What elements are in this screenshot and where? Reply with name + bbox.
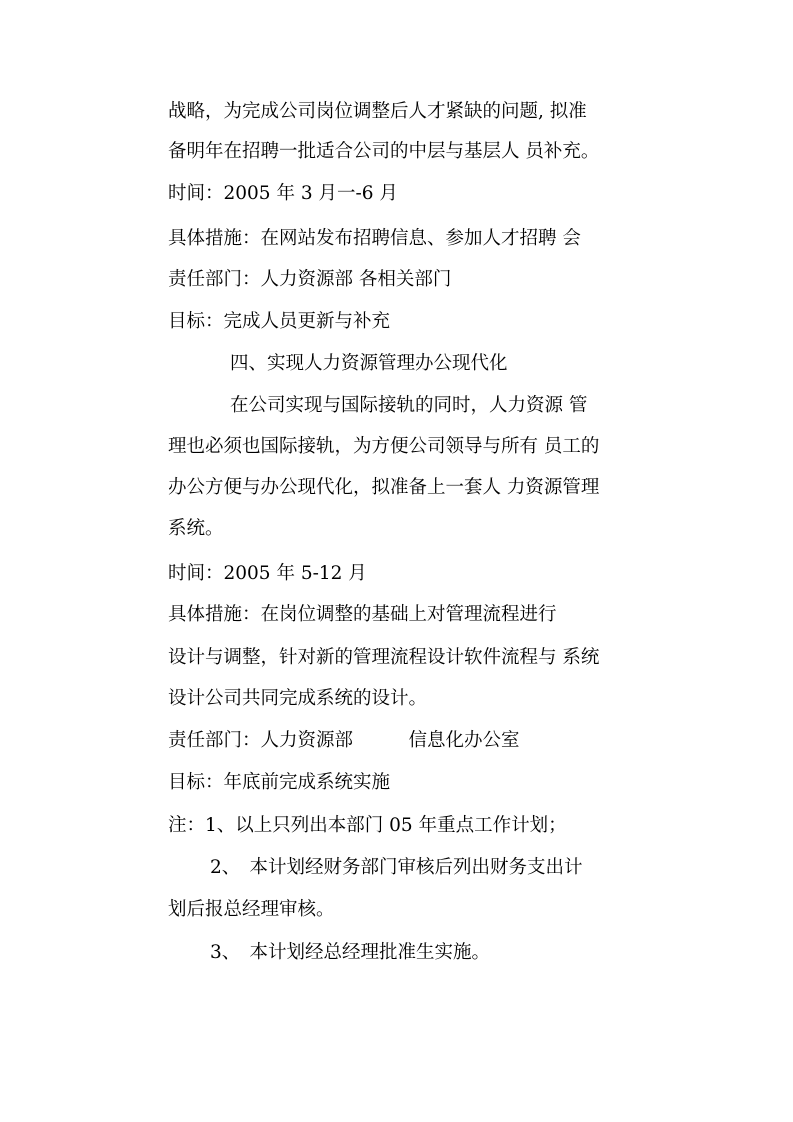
text-line: 系统。 xyxy=(168,518,224,539)
text-line: 设计公司共同完成系统的设计。 xyxy=(168,688,428,709)
text-line: 目标：年底前完成系统实施 xyxy=(168,772,391,793)
text-line: 时间：2005 年 3 月一-6 月 xyxy=(168,183,398,204)
text-line: 目标：完成人员更新与补充 xyxy=(168,311,391,332)
text-line: 具体措施：在岗位调整的基础上对管理流程进行 xyxy=(168,604,557,625)
note-line: 划后报总经理审核。 xyxy=(168,899,335,920)
section-heading: 四、实现人力资源管理办公现代化 xyxy=(230,353,508,374)
text-line: 备明年在招聘一批适合公司的中层与基层人 员补充。 xyxy=(168,141,600,162)
text-line: 在公司实现与国际接轨的同时，人力资源 管 xyxy=(230,395,588,416)
text-line: 具体措施：在网站发布招聘信息、参加人才招聘 会 xyxy=(168,228,581,249)
text-line: 战略，为完成公司岗位调整后人才紧缺的问题, 拟准 xyxy=(168,101,587,122)
text-line: 责任部门：人力资源部 各相关部门 xyxy=(168,269,452,290)
text-line: 责任部门：人力资源部 信息化办公室 xyxy=(168,730,520,751)
note-line: 2、 本计划经财务部门审核后列出财务支出计 xyxy=(210,857,583,878)
text-line: 设计与调整，针对新的管理流程设计软件流程与 系统 xyxy=(168,647,600,668)
note-line: 注：1、以上只列出本部门 05 年重点工作计划； xyxy=(168,815,567,836)
note-line: 3、 本计划经总经理批准生实施。 xyxy=(210,942,491,963)
text-line: 办公方便与办公现代化，拟准备上一套人 力资源管理 xyxy=(168,477,600,498)
text-line: 理也必须也国际接轨，为方便公司领导与所有 员工的 xyxy=(168,436,600,457)
text-line: 时间：2005 年 5-12 月 xyxy=(168,563,367,584)
